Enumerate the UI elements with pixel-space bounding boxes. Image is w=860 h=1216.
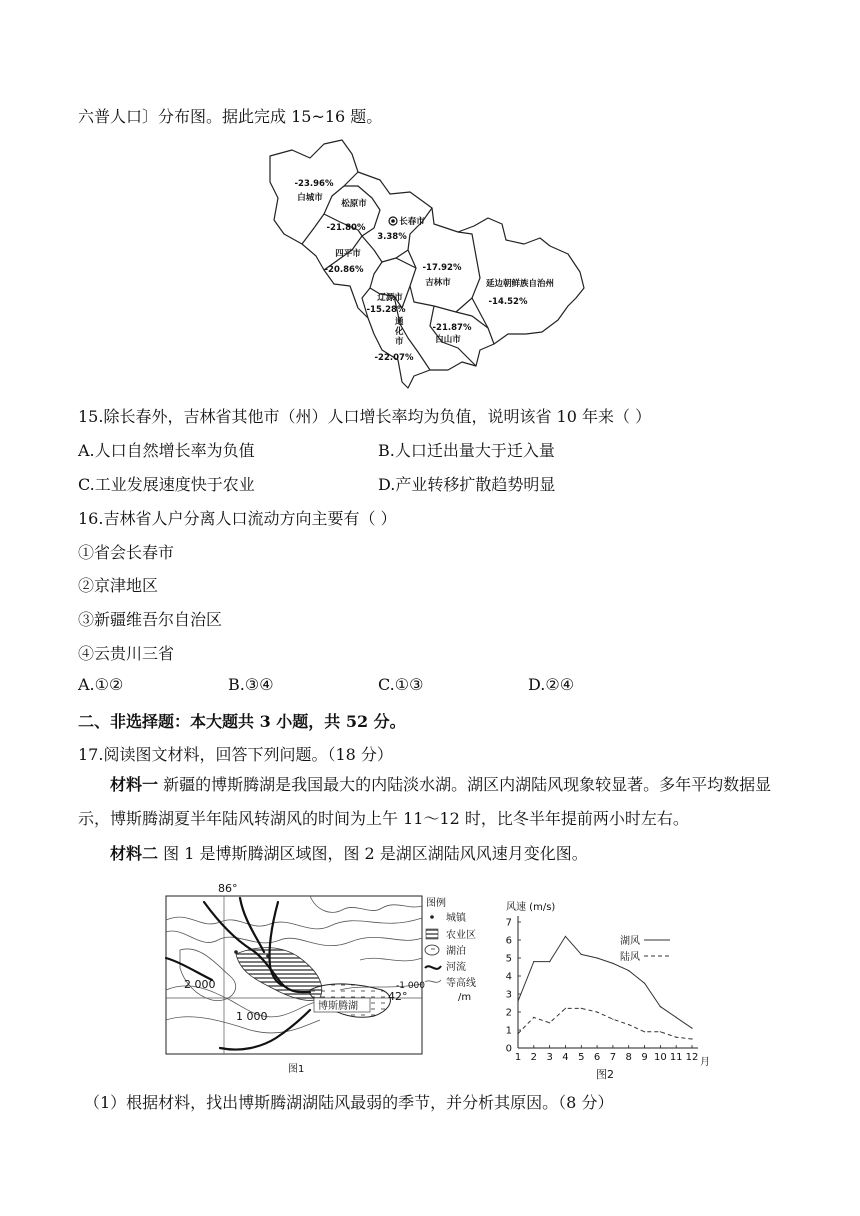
legend-title: 图例 — [426, 898, 446, 909]
data-point — [660, 1031, 661, 1032]
y-tick-label: 3 — [505, 989, 512, 1001]
data-point — [517, 1033, 518, 1034]
name-jilin: 吉林市 — [425, 278, 451, 288]
legend-label: 湖风 — [620, 936, 640, 947]
data-point — [628, 1024, 629, 1025]
y-tick-label: 5 — [505, 953, 512, 965]
y-tick-label: 1 — [505, 1025, 512, 1037]
town-marker-icon — [266, 954, 270, 958]
name-changchun: 长春市 — [399, 217, 425, 227]
legend-lake-icon — [425, 945, 439, 955]
svg-text:市: 市 — [395, 337, 404, 347]
rate-yanbian: -14.52% — [488, 297, 528, 307]
legend-contour: 等高线 — [446, 978, 476, 989]
name-tonghua-vertical — [394, 316, 404, 347]
legend-contour-unit: /m — [458, 992, 472, 1003]
fig2-ylabel: 风速 (m/s) — [506, 902, 556, 913]
q15-option-c[interactable]: C.工业发展速度快于农业 — [78, 475, 255, 494]
rate-siping: -20.86% — [324, 265, 364, 275]
lake-name-label: 博斯腾湖 — [318, 1001, 358, 1012]
figure-2-wind-chart — [502, 900, 720, 1080]
data-point — [549, 961, 550, 962]
x-tick-label: 12 — [685, 1052, 699, 1063]
rate-jilin: -17.92% — [422, 263, 462, 273]
capital-dot-icon — [391, 219, 395, 223]
name-liaoyuan: 辽源市 — [377, 293, 403, 303]
q17-stem: 17.阅读图文材料，回答下列问题。（18 分） — [78, 745, 393, 764]
rate-changchun: 3.38% — [377, 232, 407, 242]
x-tick-label: 3 — [546, 1052, 553, 1063]
series-line-1 — [518, 936, 692, 1028]
y-tick-label: 7 — [505, 917, 512, 929]
town-marker-icon — [234, 950, 238, 954]
q15-option-b[interactable]: B.人口迁出量大于迁入量 — [378, 441, 555, 460]
x-tick-label: 4 — [562, 1052, 569, 1063]
q15-stem: 15.除长春外，吉林省其他市（州）人口增长率均为负值，说明该省 10 年来（ ） — [78, 407, 652, 426]
data-point — [565, 936, 566, 937]
x-tick-label: 7 — [609, 1052, 617, 1063]
y-tick-label: 6 — [505, 935, 512, 947]
legend-label: 陆风 — [620, 952, 640, 963]
data-point — [644, 983, 645, 984]
material-1-label: 材料一 — [110, 775, 159, 794]
q16-stem: 16.吉林省人户分离人口流动方向主要有（ ） — [78, 509, 397, 528]
fig2-xunit: 月 — [700, 1057, 710, 1068]
rate-baicheng: -23.96% — [294, 179, 334, 189]
x-tick-label: 6 — [593, 1052, 601, 1063]
x-tick-label: 11 — [669, 1052, 683, 1063]
q16-item-1: ①省会长春市 — [78, 543, 175, 562]
q16-option-c[interactable]: C.①③ — [378, 675, 424, 694]
rate-tonghua: -22.07% — [374, 353, 414, 363]
data-point — [565, 1008, 566, 1009]
figure-1-legend — [425, 896, 476, 1003]
q16-option-d[interactable]: D.②④ — [528, 675, 575, 694]
name-baishan: 白山市 — [435, 335, 461, 345]
q17-sub1: （1）根据材料，找出博斯腾湖湖陆风最弱的季节，并分析其原因。（8 分） — [84, 1093, 614, 1112]
data-point — [517, 1001, 518, 1002]
q15-option-a[interactable]: A.人口自然增长率为负值 — [78, 441, 255, 460]
data-point — [549, 1022, 550, 1023]
q16-item-3: ③新疆维吾尔自治区 — [78, 610, 223, 629]
rate-songyuan: -21.80% — [326, 223, 366, 233]
section2-heading: 二、非选择题：本大题共 3 小题，共 52 分。 — [78, 712, 406, 731]
data-point — [660, 1006, 661, 1007]
y-tick-label: 2 — [505, 1007, 512, 1019]
name-songyuan: 松原市 — [341, 199, 367, 209]
data-point — [581, 1008, 582, 1009]
data-point — [676, 1037, 677, 1038]
data-point — [612, 963, 613, 964]
x-tick-label: 2 — [530, 1052, 538, 1063]
rate-baishan: -21.87% — [432, 323, 472, 333]
name-yanbian: 延边朝鲜族自治州 — [485, 279, 555, 289]
jilin-population-map — [262, 138, 602, 394]
lat-label: 42° — [388, 990, 408, 1003]
y-tick-label: 4 — [505, 971, 512, 983]
rate-liaoyuan: -15.28% — [366, 305, 406, 315]
y-tick-label: 0 — [505, 1043, 512, 1055]
data-point — [612, 1019, 613, 1020]
contour-1000b: -1 000 — [396, 981, 426, 991]
legend-river-icon — [425, 966, 441, 969]
data-point — [691, 1038, 692, 1039]
name-baicheng: 白城市 — [297, 193, 323, 203]
legend-town-icon — [430, 915, 434, 919]
x-tick-label: 1 — [514, 1052, 522, 1063]
figure-1-caption: 图1 — [288, 1064, 305, 1075]
legend-agri-icon — [426, 929, 438, 939]
lon-label: 86° — [218, 882, 238, 895]
x-tick-label: 10 — [653, 1052, 667, 1063]
material-2-label: 材料二 — [110, 844, 159, 863]
q16-option-a[interactable]: A.①② — [78, 675, 124, 694]
data-point — [596, 1011, 597, 1012]
q16-option-b[interactable]: B.③④ — [228, 675, 274, 694]
x-tick-label: 8 — [625, 1052, 632, 1063]
legend-town: 城镇 — [446, 913, 466, 924]
x-tick-label: 9 — [641, 1052, 648, 1063]
figure-2-caption: 图2 — [596, 1068, 614, 1080]
contour-1000a: 1 000 — [236, 1010, 268, 1023]
data-point — [628, 970, 629, 971]
name-siping: 四平市 — [335, 249, 361, 259]
intro-line: 六普人口〕分布图。据此完成 15~16 题。 — [78, 107, 383, 126]
data-point — [691, 1028, 692, 1029]
q15-option-d[interactable]: D.产业转移扩散趋势明显 — [378, 475, 556, 494]
legend-river: 河流 — [446, 962, 466, 973]
x-tick-label: 5 — [578, 1052, 585, 1063]
data-point — [533, 961, 534, 962]
contour-2000: 2 000 — [184, 978, 216, 991]
q17-material-2 — [78, 837, 778, 871]
q16-item-4: ④云贵川三省 — [78, 644, 175, 663]
svg-text:化: 化 — [395, 327, 404, 337]
q17-material-1 — [78, 768, 778, 836]
data-point — [533, 1017, 534, 1018]
material-1-text: 新疆的博斯腾湖是我国最大的内陆淡水湖。湖区内湖陆风现象较显著。多年平均数据显示，博斯腾湖夏半年陆风转湖风的时间为上午 11～12 时，比冬半年提前两小时左右。 — [78, 775, 772, 828]
data-point — [644, 1031, 645, 1032]
data-point — [596, 957, 597, 958]
svg-text:通: 通 — [395, 317, 404, 327]
legend-contour-icon — [425, 980, 441, 982]
data-point — [676, 1017, 677, 1018]
q16-item-2: ②京津地区 — [78, 576, 159, 595]
figure-1-lake-map — [160, 880, 500, 1076]
series-line-2 — [518, 1008, 692, 1039]
legend-lake: 湖泊 — [446, 946, 466, 957]
data-point — [581, 954, 582, 955]
material-2-text: 图 1 是博斯腾湖区域图，图 2 是湖区湖陆风风速月变化图。 — [158, 844, 588, 863]
legend-agri: 农业区 — [446, 930, 476, 941]
